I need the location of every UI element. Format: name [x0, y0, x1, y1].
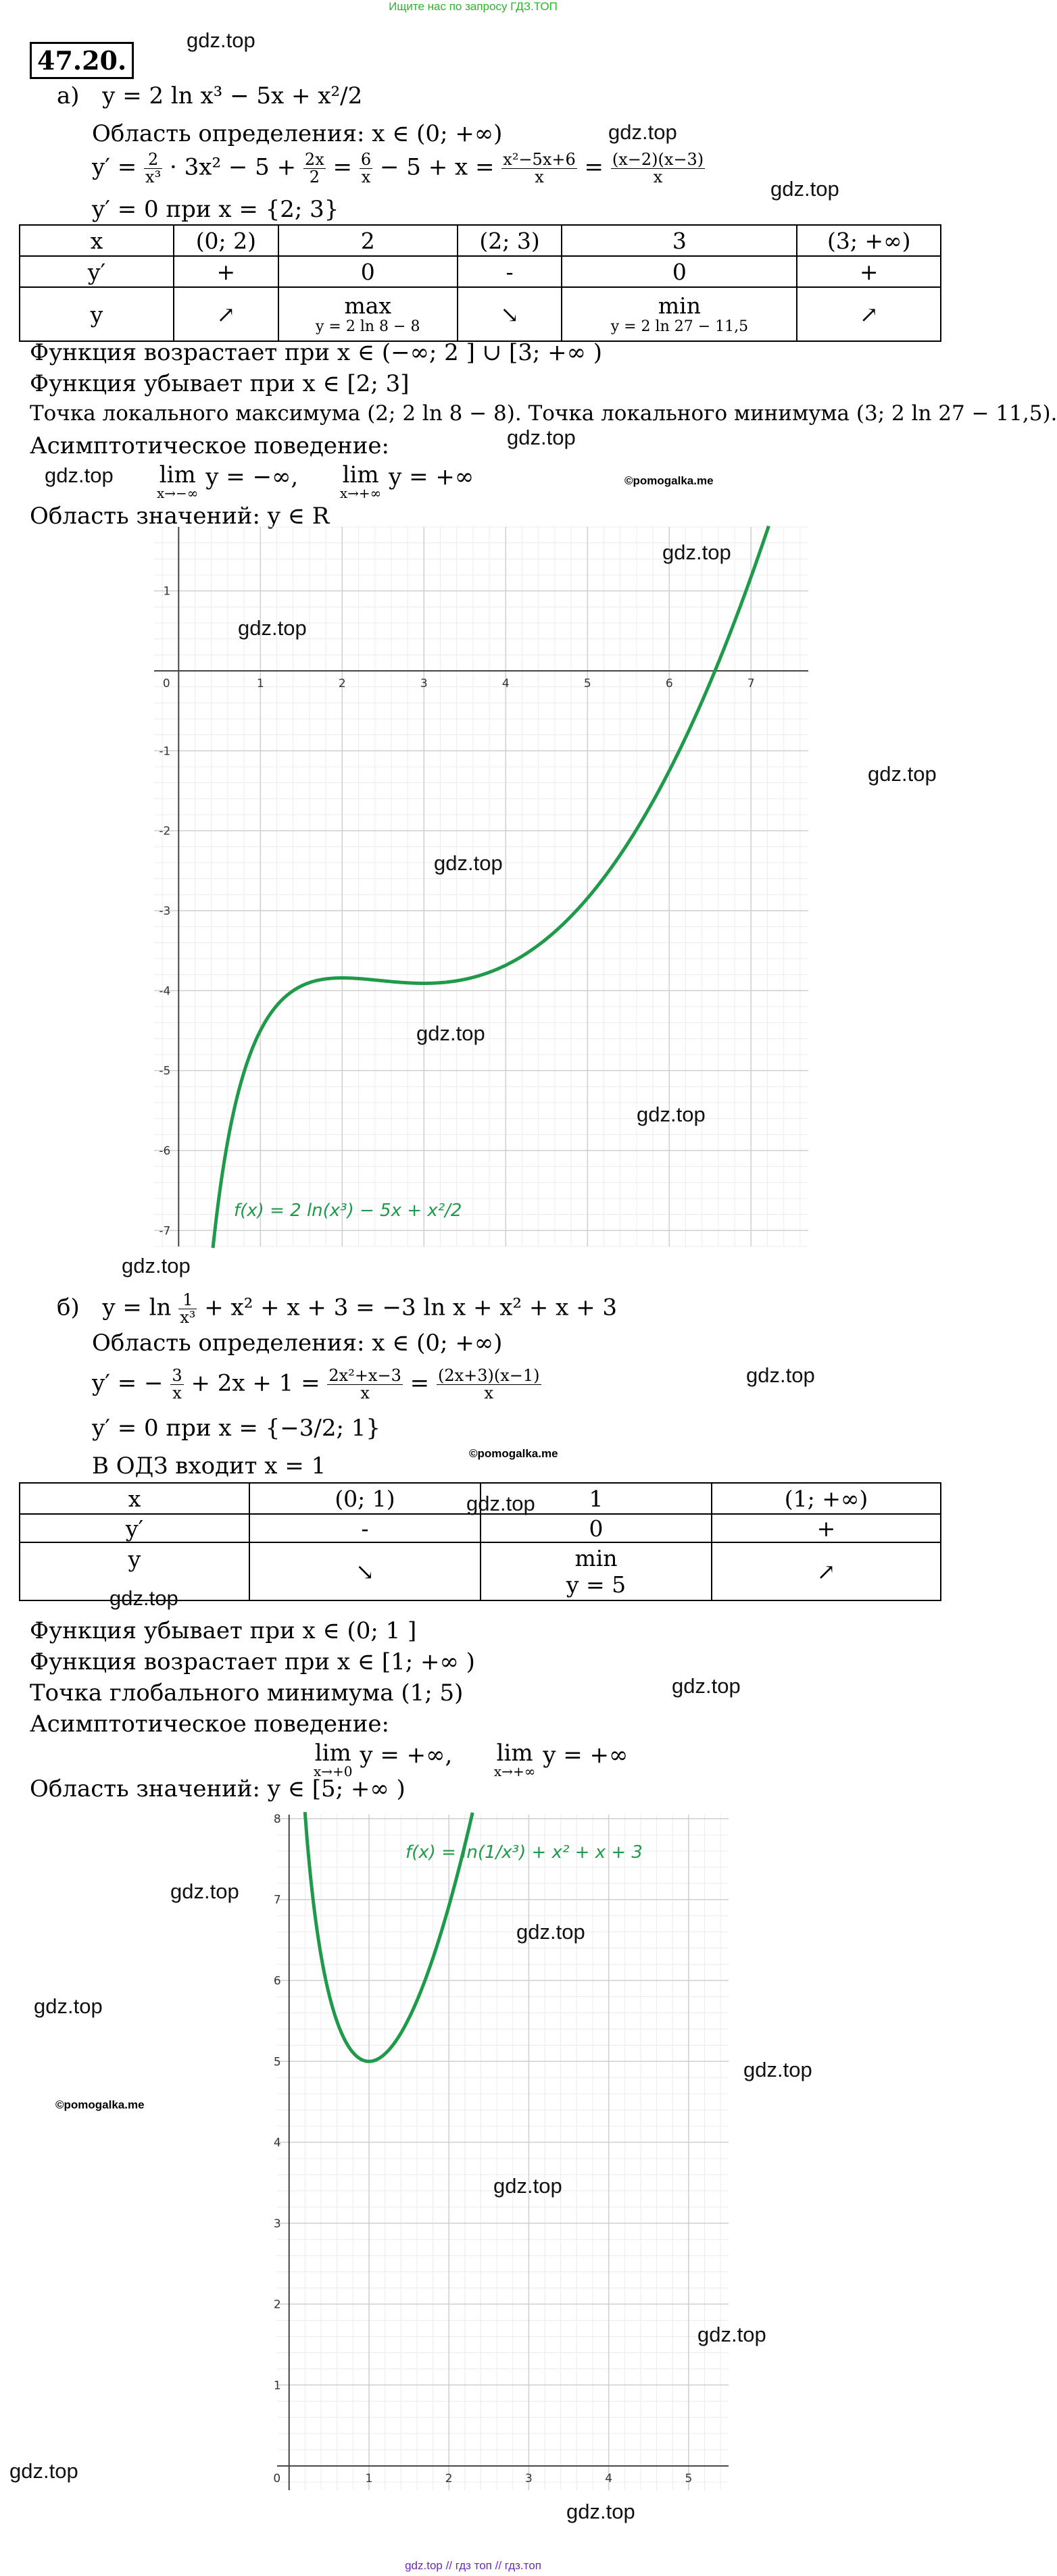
part-a-variation-table — [19, 224, 941, 342]
part-b-derivative: y′ = − $\frac{3}{x}$ + 2x + 1 = $\frac{\text{2x²+x−3}}{x}$ = $\frac{(2x+3)(x-1)}{x}$ — [92, 1366, 540, 1403]
part-a-graph — [0, 520, 946, 1263]
part-b-domain: Область определения: x ∈ (0; +∞) — [92, 1330, 503, 1357]
watermark: gdz.top — [662, 540, 731, 564]
fraction: $\frac{1}{\text{x³}}$ — [180, 1290, 196, 1328]
x-tick-label: 6 — [665, 677, 673, 690]
y-tick-label: -4 — [159, 984, 171, 999]
watermark: gdz.top — [109, 1586, 178, 1610]
x-tick-label: 4 — [501, 677, 510, 690]
part-a-critical: y′ = 0 при x = {2; 3} — [92, 196, 339, 223]
part-a-derivative: y′ = $\frac{2}{\text{x³}}$ · 3x² − 5 + $\frac{2x}{2}$ = $\frac{6}{x}$ − 5 + x = $\frac{\text{x²−5x+6}}{x}$ = $\frac{(x-2)(x-3)}{x}$ — [92, 150, 704, 187]
watermark: gdz.top — [434, 851, 503, 875]
watermark: gdz.top — [566, 2500, 635, 2523]
table-row: x (0; 1) 1 (1; +∞) — [20, 1483, 941, 1514]
watermark: gdz.top — [187, 28, 255, 52]
footer-links: gdz.top // гдз топ // гдз.топ — [405, 2559, 541, 2572]
part-b-increasing: Функция возрастает при x ∈ [1; +∞ ) — [30, 1648, 475, 1675]
part-b-range: Область значений: y ∈ [5; +∞ ) — [30, 1775, 405, 1802]
x-tick-label: 4 — [605, 2472, 613, 2486]
x-tick-label: 5 — [685, 2472, 693, 2486]
x-tick-label: 2 — [338, 677, 346, 690]
watermark: gdz.top — [45, 463, 114, 487]
fraction: $\frac{(2x+3)(x-1)}{x}$ — [437, 1366, 540, 1403]
watermark: gdz.top — [608, 120, 677, 144]
y-tick-label: 5 — [273, 2055, 281, 2069]
pomogalka-mark: ©pomogalka.me — [55, 2098, 145, 2111]
x-tick-label: 1 — [365, 2472, 373, 2486]
watermark: gdz.top — [637, 1103, 706, 1126]
x-tick-label: 0 — [273, 2472, 281, 2486]
watermark: gdz.top — [746, 1363, 815, 1387]
watermark: gdz.top — [868, 762, 937, 786]
part-b-graph — [0, 1804, 946, 2506]
top-banner: Ищите нас по запросу ГДЗ.ТОП — [389, 0, 558, 13]
watermark: gdz.top — [122, 1254, 191, 1278]
curve-legend: f(x) = ln(1/x³) + x² + x + 3 — [405, 1842, 643, 1863]
pomogalka-mark: ©pomogalka.me — [624, 474, 714, 487]
fraction: $\frac{\text{x²−5x+6}}{x}$ — [503, 150, 576, 187]
y-tick-label: -5 — [159, 1064, 171, 1078]
x-tick-label: 5 — [583, 677, 591, 690]
fraction: $\frac{3}{x}$ — [172, 1366, 182, 1403]
part-b-minimum: Точка глобального минимума (1; 5) — [30, 1680, 464, 1707]
y-tick-label: -3 — [159, 905, 171, 918]
table-row: y′ + 0 - 0 + — [20, 256, 941, 287]
x-tick-label: 3 — [420, 677, 428, 690]
part-b-critical: y′ = 0 при x = {−3/2; 1} — [92, 1415, 381, 1442]
x-tick-label: 1 — [256, 677, 264, 690]
part-b-decreasing: Функция убывает при x ∈ (0; 1 ] — [30, 1617, 417, 1644]
watermark: gdz.top — [34, 1994, 103, 2018]
watermark: gdz.top — [238, 616, 307, 640]
x-tick-label: 3 — [525, 2472, 533, 2486]
watermark: gdz.top — [9, 2459, 78, 2483]
y-tick-label: 3 — [273, 2217, 281, 2231]
y-tick-label: 8 — [273, 1812, 281, 1826]
part-a-function — [57, 82, 362, 110]
x-tick-label: 7 — [747, 677, 755, 690]
y-tick-label: 1 — [273, 2379, 281, 2393]
watermark: gdz.top — [743, 2058, 812, 2081]
part-a-limits: lim x→−∞ y = −∞, lim x→+∞ y = +∞ — [157, 461, 474, 501]
watermark: gdz.top — [672, 1674, 741, 1698]
fraction: $\frac{(x-2)(x-3)}{x}$ — [612, 150, 704, 187]
part-a-domain: Область определения: x ∈ (0; +∞) — [92, 120, 503, 147]
watermark: gdz.top — [170, 1879, 239, 1903]
part-a-label: а) — [57, 82, 80, 109]
y-tick-label: 7 — [273, 1893, 281, 1907]
table-row: y ↗ max y = 2 ln 8 − 8 ↘ min y = 2 ln 27 − 11,5 ↗ — [20, 287, 941, 341]
y-tick-label: -7 — [159, 1224, 171, 1238]
watermark: gdz.top — [466, 1492, 535, 1515]
watermark: gdz.top — [416, 1021, 485, 1045]
x-tick-label: 2 — [445, 2472, 453, 2486]
watermark: gdz.top — [507, 426, 576, 449]
watermark: gdz.top — [697, 2323, 766, 2346]
curve-legend: f(x) = 2 ln(x³) − 5x + x²/2 — [234, 1201, 462, 1221]
problem-number: 47.20. — [30, 42, 134, 79]
fraction: $\frac{2}{\text{x³}}$ — [145, 150, 162, 187]
watermark: gdz.top — [770, 177, 839, 201]
table-row: x (0; 2) 2 (2; 3) 3 (3; +∞) — [20, 225, 941, 256]
fraction: $\frac{2x}{2}$ — [304, 150, 324, 187]
fraction: $\frac{\text{2x²+x−3}}{x}$ — [328, 1366, 401, 1403]
part-a-increasing: Функция возрастает при x ∈ (−∞; 2 ] ∪ [3; +∞ ) — [30, 339, 603, 366]
part-b-limits: lim x→+0 y = +∞, lim x→+∞ y = +∞ — [314, 1740, 629, 1779]
part-a-decreasing: Функция убывает при x ∈ [2; 3] — [30, 370, 410, 397]
part-b-label: б) — [57, 1294, 80, 1321]
y-tick-label: -2 — [159, 824, 171, 838]
watermark: gdz.top — [516, 1920, 585, 1944]
part-a-function-text: y = 2 ln x³ − 5x + x²/2 — [102, 82, 363, 109]
y-tick-label: 6 — [273, 1974, 281, 1988]
y-tick-label: 2 — [273, 2298, 281, 2312]
part-a-extrema: Точка локального максимума (2; 2 ln 8 − 8). Точка локального минимума (3; 2 ln 27 − 11,5). — [30, 401, 1057, 426]
y-tick-label: -6 — [159, 1144, 171, 1158]
part-b-function: б) y = ln $\frac{1}{\text{x³}}$ + x² + x + 3 = −3 ln x + x² + x + 3 — [57, 1290, 618, 1328]
table-row: y ↘ min y = 5 ↗ — [20, 1542, 941, 1600]
y-tick-label: 1 — [163, 584, 171, 599]
part-a-range: Область значений: y ∈ R — [30, 503, 330, 530]
watermark: gdz.top — [493, 2174, 562, 2198]
fraction: $\frac{6}{x}$ — [360, 150, 372, 187]
part-b-odz: В ОДЗ входит x = 1 — [92, 1453, 326, 1480]
y-tick-label: 4 — [273, 2136, 281, 2150]
table-row: y′ - 0 + — [20, 1514, 941, 1542]
y-tick-label: -1 — [159, 744, 171, 759]
part-b-asymptotic: Асимптотическое поведение: — [30, 1711, 389, 1738]
x-tick-label: 0 — [162, 677, 170, 690]
pomogalka-mark: ©pomogalka.me — [469, 1447, 558, 1460]
part-a-asymptotic: Асимптотическое поведение: — [30, 432, 389, 459]
